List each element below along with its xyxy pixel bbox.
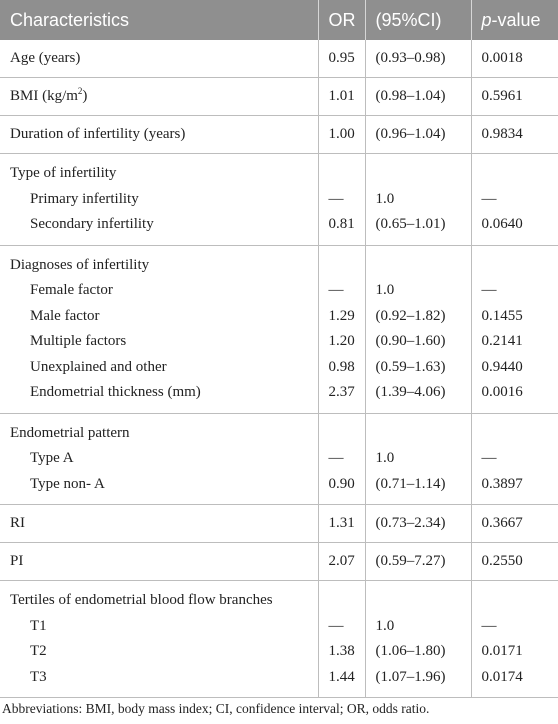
row-or: 1.00 (318, 116, 365, 154)
table-row (0, 78, 558, 116)
row-ci: 1.0 (365, 446, 471, 472)
row-or: 2.37 (318, 380, 365, 413)
row-or: 0.98 (318, 355, 365, 381)
row-or: — (318, 187, 365, 213)
row-p: — (481, 190, 497, 207)
header-or: OR (318, 0, 365, 40)
row-p: 0.0018 (481, 50, 523, 66)
row-p: 0.2550 (481, 553, 523, 569)
row-or: 1.31 (318, 505, 365, 543)
table-row (0, 212, 558, 245)
row-or: — (318, 614, 365, 640)
header-p-value: p-value (471, 0, 558, 40)
row-p: 0.9440 (481, 358, 523, 375)
header-row (0, 0, 558, 40)
row-ci: 1.0 (365, 187, 471, 213)
table-row (0, 304, 558, 330)
row-label: PI (0, 543, 318, 581)
row-p: — (481, 282, 497, 299)
row-or: 0.95 (318, 40, 365, 78)
row-ci: (0.73–2.34) (365, 505, 471, 543)
section-pi (0, 543, 558, 581)
table-row (0, 505, 558, 543)
row-p: 0.5961 (481, 88, 523, 104)
row-ci: (1.07–1.96) (365, 665, 471, 698)
row-p: 0.0174 (481, 668, 523, 685)
row-ci: (0.71–1.14) (365, 472, 471, 505)
table-row (0, 40, 558, 78)
row-label: RI (0, 505, 318, 543)
row-label: Multiple factors (0, 329, 318, 355)
row-ci: (0.59–1.63) (365, 355, 471, 381)
table-row (0, 581, 558, 614)
row-or: 2.07 (318, 543, 365, 581)
row-or: 1.01 (318, 78, 365, 116)
row-or: 1.44 (318, 665, 365, 698)
table-row (0, 446, 558, 472)
row-label: Type non- A (0, 472, 318, 505)
row-or: 0.81 (318, 212, 365, 245)
row-label: T2 (0, 639, 318, 665)
table-row (0, 413, 558, 446)
table-row (0, 543, 558, 581)
row-ci: 1.0 (365, 614, 471, 640)
section-heading: Type of infertility (0, 154, 318, 187)
table-row (0, 187, 558, 213)
row-label: Secondary infertility (0, 212, 318, 245)
table-row (0, 154, 558, 187)
table-row (0, 278, 558, 304)
row-label: Endometrial thickness (mm) (0, 380, 318, 413)
row-ci: (0.98–1.04) (365, 78, 471, 116)
row-label: Primary infertility (0, 187, 318, 213)
table-row (0, 472, 558, 505)
row-p: 0.9834 (481, 126, 523, 142)
table-row (0, 245, 558, 278)
row-p: 0.2141 (481, 333, 523, 350)
section-heading: Tertiles of endometrial blood flow branches (0, 581, 318, 614)
row-ci: (0.93–0.98) (365, 40, 471, 78)
row-p: 0.0171 (481, 643, 523, 660)
row-ci: (0.65–1.01) (365, 212, 471, 245)
section-type-of-infertility (0, 154, 558, 246)
row-p: — (481, 617, 497, 634)
row-label: T3 (0, 665, 318, 698)
row-label: Type A (0, 446, 318, 472)
row-ci: (1.39–4.06) (365, 380, 471, 413)
table-row (0, 380, 558, 413)
section-heading: Endometrial pattern (0, 413, 318, 446)
row-ci: 1.0 (365, 278, 471, 304)
row-label: Duration of infertility (years) (0, 116, 318, 154)
row-p: 0.3667 (481, 515, 523, 531)
section-endometrial-pattern (0, 413, 558, 505)
section-bmi (0, 78, 558, 116)
row-or: 1.38 (318, 639, 365, 665)
section-age (0, 40, 558, 78)
table-row (0, 116, 558, 154)
section-ri (0, 505, 558, 543)
row-label: T1 (0, 614, 318, 640)
header-ci: (95%CI) (365, 0, 471, 40)
row-ci: (0.59–7.27) (365, 543, 471, 581)
row-p: 0.3897 (481, 475, 523, 492)
row-label: Unexplained and other (0, 355, 318, 381)
table-row (0, 355, 558, 381)
table-row (0, 329, 558, 355)
row-or: 0.90 (318, 472, 365, 505)
row-p: — (481, 450, 497, 467)
row-label: BMI $(kg/m^2)$ (0, 78, 318, 116)
row-ci: (0.96–1.04) (365, 116, 471, 154)
row-p: 0.1455 (481, 307, 523, 324)
section-diagnoses (0, 245, 558, 413)
header-characteristics: Characteristics (0, 0, 318, 40)
row-p: 0.0640 (481, 216, 523, 233)
table-row (0, 614, 558, 640)
row-ci: (1.06–1.80) (365, 639, 471, 665)
table-footnote: Abbreviations: BMI, body mass index; CI, confidence interval; OR, odds ratio. (2, 701, 430, 716)
row-or: — (318, 446, 365, 472)
section-heading: Diagnoses of infertility (0, 245, 318, 278)
row-or: 1.29 (318, 304, 365, 330)
table-row (0, 665, 558, 698)
row-ci: (0.92–1.82) (365, 304, 471, 330)
row-label: Female factor (0, 278, 318, 304)
row-ci: (0.90–1.60) (365, 329, 471, 355)
table-row (0, 639, 558, 665)
row-label: Male factor (0, 304, 318, 330)
row-or: — (318, 278, 365, 304)
row-p: 0.0016 (481, 384, 523, 401)
section-tertiles (0, 581, 558, 698)
section-duration (0, 116, 558, 154)
row-label: Age (years) (0, 40, 318, 78)
row-or: 1.20 (318, 329, 365, 355)
